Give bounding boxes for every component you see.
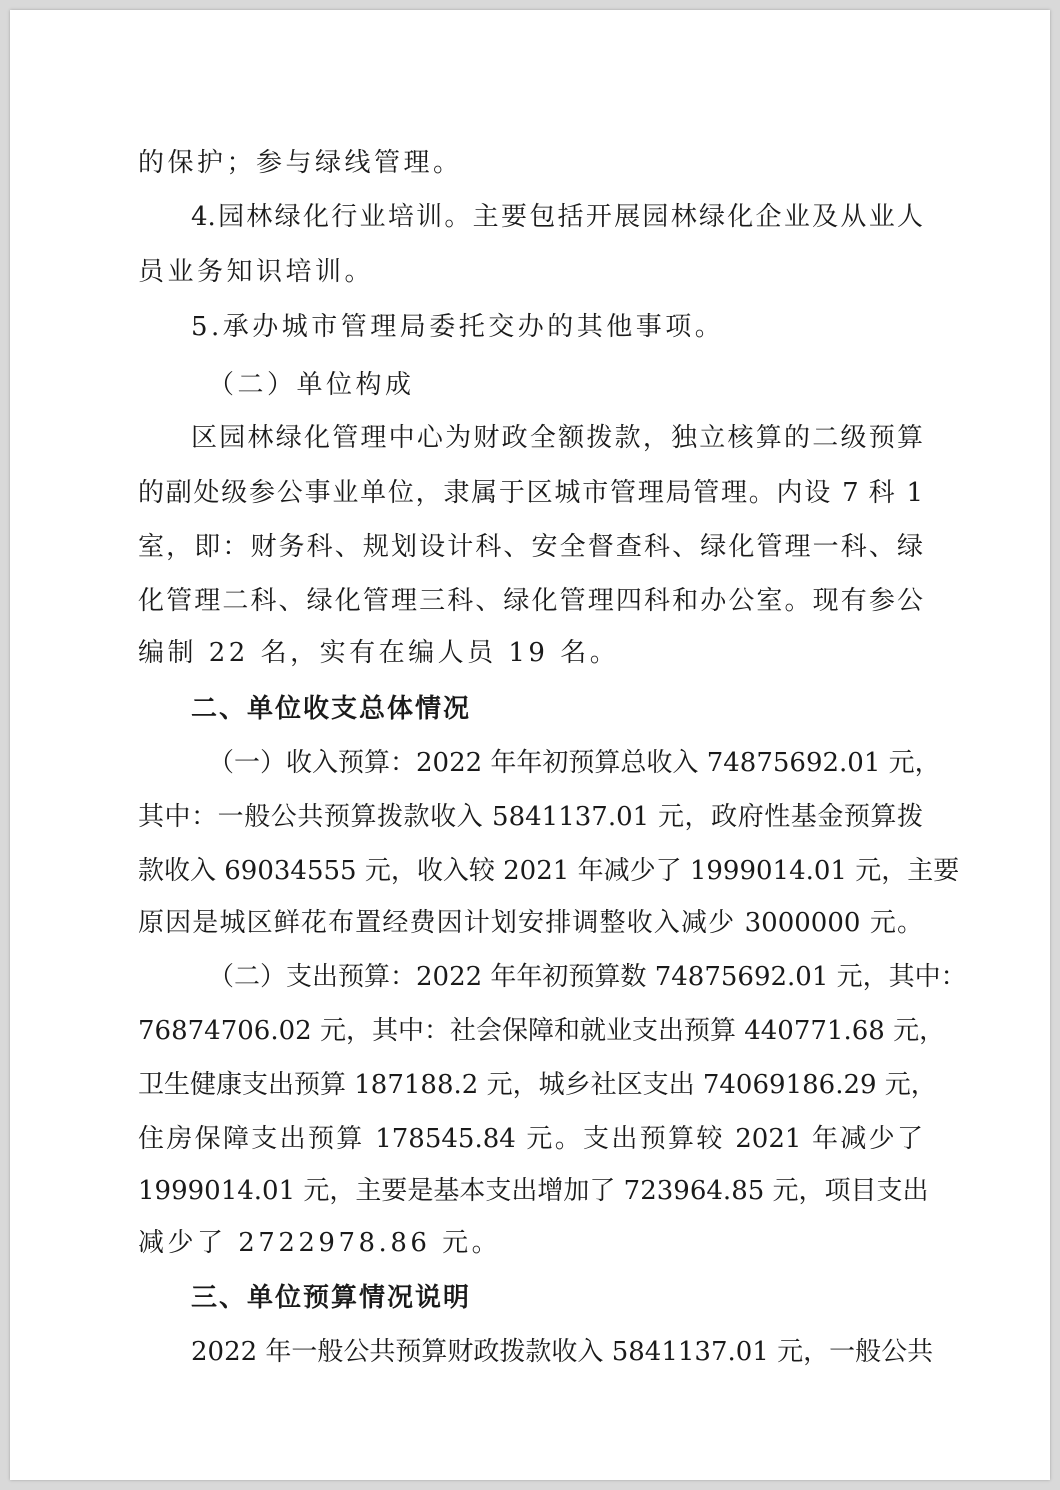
paragraph-line: 区园林绿化管理中心为财政全额拨款，独立核算的二级预算: [191, 423, 923, 453]
section-heading: 三、单位预算情况说明: [191, 1283, 472, 1313]
paragraph-line: 卫生健康支出预算 187188.2 元，城乡社区支出 74069186.29 元，: [138, 1070, 937, 1100]
paragraph-line: 2022 年一般公共预算财政拨款收入 5841137.01 元，一般公共: [191, 1337, 934, 1367]
paragraph-line: 编制 22 名，实有在编人员 19 名。: [138, 638, 620, 668]
paragraph-line: 住房保障支出预算 178545.84 元。支出预算较 2021 年减少了: [138, 1124, 923, 1154]
paragraph-line: 1999014.01 元，主要是基本支出增加了 723964.85 元，项目支出: [138, 1176, 929, 1206]
paragraph-line: 5.承办城市管理局委托交办的其他事项。: [191, 312, 725, 342]
paragraph-line: （一）收入预算：2022 年年初预算总收入 74875692.01 元，: [208, 748, 941, 778]
paragraph-line: 的副处级参公事业单位，隶属于区城市管理局管理。内设 7 科 1: [138, 478, 923, 508]
paragraph-line: 化管理二科、绿化管理三科、绿化管理四科和办公室。现有参公: [138, 586, 923, 616]
paragraph-line: 员业务知识培训。: [138, 257, 375, 287]
paragraph-line: 原因是城区鲜花布置经费因计划安排调整收入减少 3000000 元。: [138, 908, 923, 938]
paragraph-line: 76874706.02 元，其中：社会保障和就业支出预算 440771.68 元，: [138, 1016, 946, 1046]
paragraph-line: 4.园林绿化行业培训。主要包括开展园林绿化企业及从业人: [191, 202, 923, 232]
paragraph-line: 室，即：财务科、规划设计科、安全督查科、绿化管理一科、绿: [138, 532, 923, 562]
section-heading: 二、单位收支总体情况: [191, 694, 472, 724]
section-subheading: （二）单位构成: [208, 370, 415, 400]
document-page: [10, 10, 1050, 1480]
paragraph-line: （二）支出预算：2022 年年初预算数 74875692.01 元，其中：: [208, 962, 967, 992]
paragraph-line: 减少了 2722978.86 元。: [138, 1228, 502, 1258]
paragraph-line: 的保护；参与绿线管理。: [138, 148, 463, 178]
paragraph-line: 其中：一般公共预算拨款收入 5841137.01 元，政府性基金预算拨: [138, 802, 923, 832]
paragraph-line: 款收入 69034555 元，收入较 2021 年减少了 1999014.01 元，主要: [138, 856, 960, 886]
